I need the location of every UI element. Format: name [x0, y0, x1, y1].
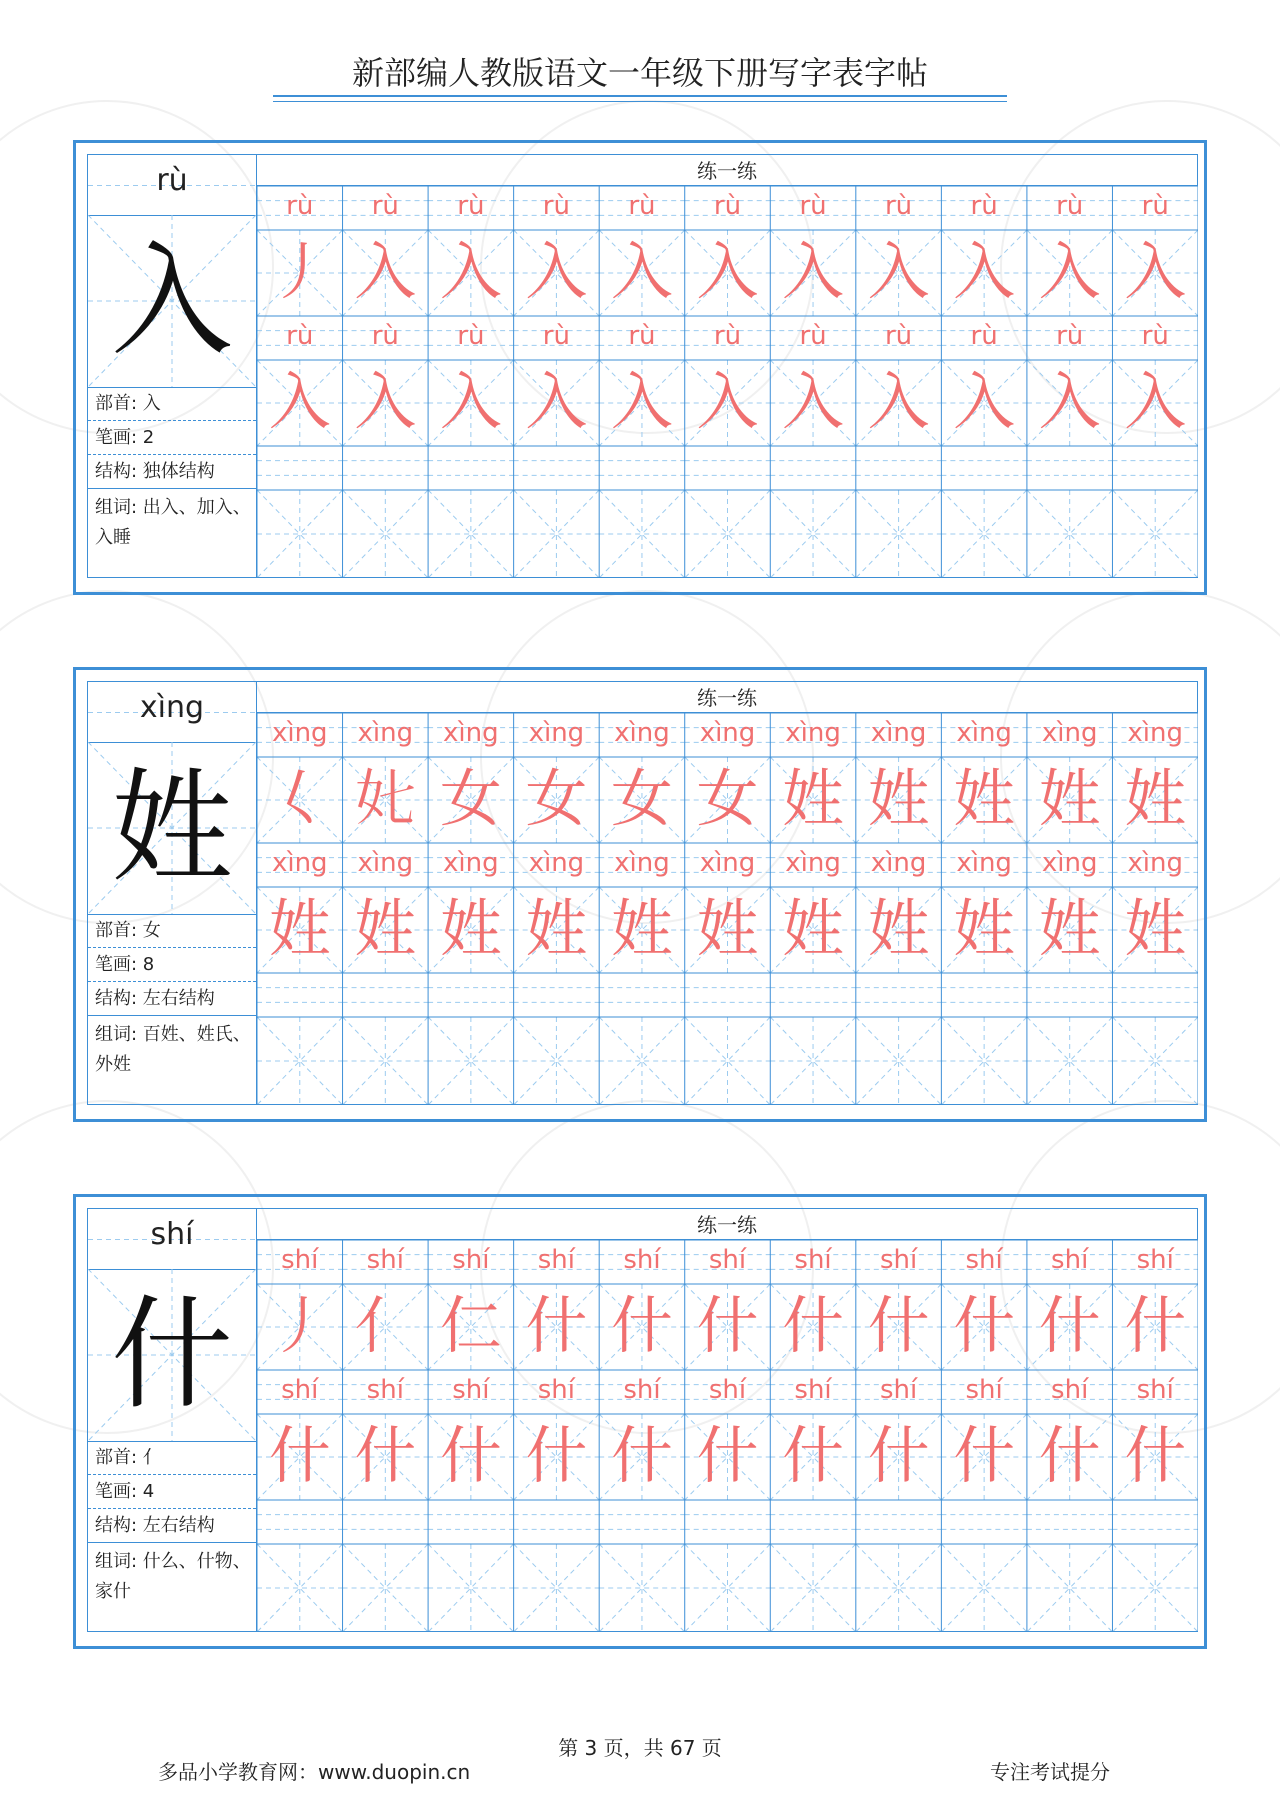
empty-writing-cell[interactable]	[514, 1544, 600, 1632]
radical-info-value: 入	[142, 393, 161, 414]
trace-pinyin: rù	[542, 321, 570, 351]
empty-writing-cell[interactable]	[599, 490, 685, 578]
empty-writing-cell[interactable]	[941, 1017, 1027, 1105]
trace-character: 什	[268, 1419, 331, 1492]
trace-pinyin: rù	[970, 321, 998, 351]
empty-pinyin-cell[interactable]	[343, 1500, 429, 1544]
empty-pinyin-cell[interactable]	[514, 973, 600, 1017]
trace-character: 丿	[268, 235, 331, 308]
trace-character: 𡚨	[354, 762, 417, 835]
empty-writing-cell[interactable]	[514, 1017, 600, 1105]
model-character-cell	[88, 215, 256, 388]
radical-info-value: 女	[142, 920, 161, 941]
empty-pinyin-cell[interactable]	[1027, 1500, 1113, 1544]
trace-pinyin: xìng	[271, 718, 328, 748]
empty-writing-cell[interactable]	[257, 490, 343, 578]
trace-pinyin: rù	[371, 191, 399, 221]
empty-writing-cell[interactable]	[856, 490, 942, 578]
trace-pinyin: xìng	[614, 848, 670, 878]
trace-character: 入	[268, 365, 331, 438]
empty-pinyin-cell[interactable]	[856, 1500, 942, 1544]
trace-character: 什	[867, 1419, 930, 1492]
empty-writing-cell[interactable]	[428, 1017, 514, 1105]
trace-character: 入	[1124, 365, 1187, 438]
empty-pinyin-cell[interactable]	[343, 446, 429, 490]
empty-writing-cell[interactable]	[1112, 490, 1198, 578]
empty-pinyin-cell[interactable]	[428, 1500, 514, 1544]
trace-pinyin: xìng	[614, 718, 670, 748]
trace-character: 入	[1124, 235, 1187, 308]
stroke-count-info-value: 4	[142, 1481, 155, 1502]
practice-header: 练一练	[257, 1208, 1198, 1240]
trace-pinyin: rù	[371, 321, 399, 351]
empty-writing-cell[interactable]	[685, 490, 771, 578]
trace-pinyin: shí	[794, 1375, 832, 1405]
empty-pinyin-cell[interactable]	[770, 1500, 856, 1544]
trace-pinyin: shí	[1051, 1375, 1089, 1405]
trace-pinyin: xìng	[443, 848, 499, 878]
trace-pinyin: rù	[884, 191, 913, 221]
empty-writing-cell[interactable]	[599, 1544, 685, 1632]
practice-header: 练一练	[257, 154, 1198, 186]
stroke-count-info-label: 笔画:	[95, 1481, 143, 1502]
trace-pinyin: shí	[281, 1245, 319, 1275]
empty-pinyin-cell[interactable]	[1027, 446, 1113, 490]
trace-character: 什	[610, 1419, 673, 1492]
trace-character: 姓	[1124, 762, 1187, 835]
radical-info-value: 亻	[142, 1447, 161, 1468]
stroke-count-info-label: 笔画:	[95, 427, 143, 448]
empty-writing-cell[interactable]	[343, 1544, 429, 1632]
trace-pinyin: rù	[799, 191, 827, 221]
trace-pinyin: shí	[965, 1245, 1003, 1275]
pinyin-cell	[88, 1209, 256, 1270]
page-title: 新部编人教版语文一年级下册写字表字帖	[351, 54, 928, 92]
word-examples-info	[88, 1016, 256, 1104]
empty-pinyin-cell[interactable]	[257, 973, 343, 1017]
trace-character: 女	[696, 762, 759, 835]
word-examples-info-label: 组词:	[95, 497, 143, 518]
trace-pinyin: xìng	[528, 848, 585, 878]
trace-pinyin: xìng	[1127, 718, 1184, 748]
trace-pinyin: rù	[628, 321, 656, 351]
character-pinyin: rù	[156, 163, 188, 198]
trace-character: 入	[354, 365, 417, 438]
trace-pinyin: xìng	[785, 848, 841, 878]
trace-pinyin: xìng	[1127, 848, 1184, 878]
trace-character: 什	[953, 1289, 1016, 1362]
trace-pinyin: rù	[713, 321, 742, 351]
structure-info-label: 结构:	[95, 988, 143, 1009]
footer-slogan: 专注考试提分	[990, 1760, 1110, 1784]
trace-character: 姓	[439, 892, 502, 965]
trace-character: 入	[439, 235, 502, 308]
trace-pinyin: rù	[457, 191, 485, 221]
structure-info-label: 结构:	[95, 1515, 143, 1536]
empty-pinyin-cell[interactable]	[1112, 973, 1198, 1017]
empty-writing-cell[interactable]	[856, 1017, 942, 1105]
character-info-panel	[87, 1208, 257, 1632]
empty-writing-cell[interactable]	[343, 1017, 429, 1105]
empty-pinyin-cell[interactable]	[428, 973, 514, 1017]
character-info-panel	[87, 154, 257, 578]
trace-pinyin: xìng	[785, 718, 841, 748]
trace-character: 姓	[953, 762, 1016, 835]
trace-character: 入	[696, 365, 759, 438]
structure-info-value: 左右结构	[142, 1515, 215, 1536]
trace-character: 入	[867, 365, 930, 438]
trace-character: 什	[782, 1289, 845, 1362]
trace-character: 姓	[268, 892, 331, 965]
trace-pinyin: xìng	[956, 718, 1012, 748]
empty-writing-cell[interactable]	[856, 1544, 942, 1632]
trace-pinyin: rù	[713, 191, 742, 221]
pinyin-cell	[88, 682, 256, 743]
word-examples-info-label: 组词:	[95, 1024, 143, 1045]
trace-character: 姓	[782, 762, 845, 835]
trace-pinyin: rù	[1056, 191, 1084, 221]
trace-character: 姓	[782, 892, 845, 965]
practice-grid	[257, 154, 1198, 578]
trace-pinyin: rù	[799, 321, 827, 351]
trace-pinyin: xìng	[271, 848, 328, 878]
stroke-count-info	[88, 421, 256, 455]
trace-pinyin: shí	[452, 1375, 490, 1405]
practice-grid	[257, 681, 1198, 1105]
structure-info	[88, 455, 256, 489]
empty-writing-cell[interactable]	[1027, 490, 1113, 578]
trace-pinyin: rù	[970, 191, 998, 221]
model-character-cell	[88, 1269, 256, 1442]
trace-character: 什	[1038, 1419, 1101, 1492]
trace-pinyin: xìng	[357, 718, 414, 748]
trace-pinyin: shí	[537, 1245, 576, 1275]
trace-pinyin: xìng	[357, 848, 414, 878]
empty-writing-cell[interactable]	[1027, 1017, 1113, 1105]
trace-character: 什	[867, 1289, 930, 1362]
trace-pinyin: shí	[965, 1375, 1003, 1405]
structure-info	[88, 1509, 256, 1543]
empty-pinyin-cell[interactable]	[1112, 1500, 1198, 1544]
trace-character: 女	[525, 762, 588, 835]
empty-pinyin-cell[interactable]	[856, 446, 942, 490]
trace-character: 什	[1038, 1289, 1101, 1362]
trace-pinyin: shí	[794, 1245, 832, 1275]
word-examples-info-value: 什么、什物、家什	[95, 1551, 251, 1602]
trace-pinyin: shí	[366, 1245, 404, 1275]
trace-character: 什	[439, 1419, 502, 1492]
trace-character: 姓	[610, 892, 673, 965]
trace-character: 什	[1124, 1419, 1187, 1492]
trace-character: 仁	[439, 1289, 502, 1362]
pinyin-cell	[88, 155, 256, 216]
trace-character: 姓	[1038, 762, 1101, 835]
stroke-count-info	[88, 1475, 256, 1509]
trace-pinyin: rù	[1141, 321, 1169, 351]
empty-writing-cell[interactable]	[343, 490, 429, 578]
model-character-cell	[88, 742, 256, 915]
trace-pinyin: shí	[366, 1375, 404, 1405]
trace-character: 女	[439, 762, 502, 835]
trace-pinyin: xìng	[699, 718, 756, 748]
trace-character: 什	[525, 1419, 588, 1492]
trace-character: 入	[953, 365, 1016, 438]
trace-pinyin: rù	[457, 321, 485, 351]
empty-pinyin-cell[interactable]	[599, 973, 685, 1017]
word-examples-info-value: 出入、加入、入睡	[95, 497, 251, 548]
trace-character: 什	[696, 1289, 759, 1362]
trace-character: 入	[696, 235, 759, 308]
trace-character: 姓	[867, 762, 930, 835]
trace-pinyin: rù	[1056, 321, 1084, 351]
trace-character: 姓	[525, 892, 588, 965]
empty-pinyin-cell[interactable]	[1027, 973, 1113, 1017]
empty-pinyin-cell[interactable]	[770, 446, 856, 490]
trace-character: 女	[610, 762, 673, 835]
empty-pinyin-cell[interactable]	[941, 973, 1027, 1017]
empty-writing-cell[interactable]	[514, 490, 600, 578]
stroke-count-info-value: 2	[142, 427, 155, 448]
empty-writing-cell[interactable]	[1112, 1544, 1198, 1632]
trace-pinyin: xìng	[870, 718, 927, 748]
character-info-panel	[87, 681, 257, 1105]
empty-pinyin-cell[interactable]	[599, 1500, 685, 1544]
trace-character: 入	[439, 365, 502, 438]
model-character: 入	[111, 230, 233, 372]
title-underline	[273, 101, 1007, 102]
trace-character: 什	[610, 1289, 673, 1362]
trace-character: 什	[354, 1419, 417, 1492]
radical-info-label: 部首:	[95, 920, 143, 941]
radical-info-label: 部首:	[95, 393, 143, 414]
empty-pinyin-cell[interactable]	[856, 973, 942, 1017]
trace-pinyin: shí	[537, 1375, 576, 1405]
trace-character: 姓	[354, 892, 417, 965]
stroke-count-info-value: 8	[142, 954, 155, 975]
character-card	[73, 1194, 1207, 1649]
trace-character: 什	[525, 1289, 588, 1362]
empty-writing-cell[interactable]	[770, 1017, 856, 1105]
trace-pinyin: shí	[708, 1245, 747, 1275]
word-examples-info-value: 百姓、姓氏、外姓	[95, 1024, 251, 1075]
trace-character: 入	[525, 235, 588, 308]
trace-pinyin: rù	[542, 191, 570, 221]
word-examples-info	[88, 1543, 256, 1631]
radical-info	[88, 914, 256, 948]
trace-character: 入	[525, 365, 588, 438]
trace-pinyin: xìng	[1041, 718, 1098, 748]
trace-character: 什	[953, 1419, 1016, 1492]
trace-character: 亻	[354, 1289, 417, 1362]
trace-character: 入	[782, 365, 845, 438]
model-character: 姓	[111, 757, 233, 899]
empty-pinyin-cell[interactable]	[257, 446, 343, 490]
trace-pinyin: shí	[623, 1245, 661, 1275]
trace-pinyin: shí	[623, 1375, 661, 1405]
empty-pinyin-cell[interactable]	[941, 1500, 1027, 1544]
character-card	[73, 667, 1207, 1122]
character-card	[73, 140, 1207, 595]
trace-character: 入	[782, 235, 845, 308]
empty-writing-cell[interactable]	[685, 1544, 771, 1632]
trace-pinyin: shí	[452, 1245, 490, 1275]
trace-character: 𡿨	[268, 762, 331, 835]
trace-pinyin: shí	[879, 1245, 918, 1275]
empty-pinyin-cell[interactable]	[514, 446, 600, 490]
empty-pinyin-cell[interactable]	[514, 1500, 600, 1544]
character-pinyin: xìng	[139, 690, 205, 725]
trace-pinyin: rù	[286, 321, 314, 351]
trace-pinyin: xìng	[443, 718, 499, 748]
empty-pinyin-cell[interactable]	[685, 446, 771, 490]
character-pinyin: shí	[150, 1217, 194, 1252]
trace-character: 姓	[696, 892, 759, 965]
trace-pinyin: xìng	[956, 848, 1012, 878]
empty-pinyin-cell[interactable]	[343, 973, 429, 1017]
radical-info	[88, 1441, 256, 1475]
empty-writing-cell[interactable]	[770, 1544, 856, 1632]
trace-character: 什	[696, 1419, 759, 1492]
trace-pinyin: xìng	[528, 718, 585, 748]
structure-info-value: 左右结构	[142, 988, 215, 1009]
trace-character: 姓	[1124, 892, 1187, 965]
empty-pinyin-cell[interactable]	[428, 446, 514, 490]
empty-writing-cell[interactable]	[685, 1017, 771, 1105]
trace-character: 什	[1124, 1289, 1187, 1362]
radical-info	[88, 387, 256, 421]
trace-character: 入	[1038, 235, 1101, 308]
empty-writing-cell[interactable]	[941, 1544, 1027, 1632]
trace-pinyin: xìng	[699, 848, 756, 878]
trace-character: 入	[953, 235, 1016, 308]
trace-character: 入	[1038, 365, 1101, 438]
empty-writing-cell[interactable]	[428, 1544, 514, 1632]
trace-pinyin: shí	[1136, 1245, 1174, 1275]
stroke-count-info-label: 笔画:	[95, 954, 143, 975]
word-examples-info	[88, 489, 256, 577]
trace-pinyin: rù	[1141, 191, 1169, 221]
trace-character: 姓	[867, 892, 930, 965]
empty-pinyin-cell[interactable]	[685, 973, 771, 1017]
radical-info-label: 部首:	[95, 1447, 143, 1468]
empty-pinyin-cell[interactable]	[941, 446, 1027, 490]
page-number: 第 3 页，共 67 页	[558, 1736, 722, 1760]
trace-pinyin: shí	[1136, 1375, 1174, 1405]
empty-pinyin-cell[interactable]	[685, 1500, 771, 1544]
title-underline	[273, 95, 1007, 97]
trace-pinyin: shí	[281, 1375, 319, 1405]
empty-writing-cell[interactable]	[257, 1017, 343, 1105]
trace-character: 什	[782, 1419, 845, 1492]
trace-pinyin: rù	[628, 191, 656, 221]
structure-info	[88, 982, 256, 1016]
empty-writing-cell[interactable]	[1027, 1544, 1113, 1632]
trace-character: 姓	[1038, 892, 1101, 965]
empty-writing-cell[interactable]	[941, 490, 1027, 578]
footer-site: 多品小学教育网：www.duopin.cn	[158, 1760, 471, 1784]
trace-pinyin: shí	[708, 1375, 747, 1405]
model-character: 什	[111, 1284, 233, 1426]
empty-pinyin-cell[interactable]	[257, 1500, 343, 1544]
trace-character: 入	[354, 235, 417, 308]
trace-pinyin: shí	[1051, 1245, 1089, 1275]
empty-writing-cell[interactable]	[428, 490, 514, 578]
trace-character: 入	[610, 235, 673, 308]
structure-info-label: 结构:	[95, 461, 143, 482]
empty-writing-cell[interactable]	[257, 1544, 343, 1632]
trace-pinyin: shí	[879, 1375, 918, 1405]
empty-pinyin-cell[interactable]	[1112, 446, 1198, 490]
empty-writing-cell[interactable]	[599, 1017, 685, 1105]
trace-character: 丿	[268, 1289, 331, 1362]
trace-pinyin: rù	[286, 191, 314, 221]
trace-pinyin: xìng	[870, 848, 927, 878]
trace-pinyin: rù	[884, 321, 913, 351]
empty-pinyin-cell[interactable]	[599, 446, 685, 490]
trace-character: 入	[867, 235, 930, 308]
structure-info-value: 独体结构	[142, 461, 215, 482]
trace-pinyin: xìng	[1041, 848, 1098, 878]
empty-writing-cell[interactable]	[1112, 1017, 1198, 1105]
practice-grid	[257, 1208, 1198, 1632]
empty-writing-cell[interactable]	[770, 490, 856, 578]
trace-character: 姓	[953, 892, 1016, 965]
word-examples-info-label: 组词:	[95, 1551, 143, 1572]
trace-character: 入	[610, 365, 673, 438]
empty-pinyin-cell[interactable]	[770, 973, 856, 1017]
practice-header: 练一练	[257, 681, 1198, 713]
stroke-count-info	[88, 948, 256, 982]
